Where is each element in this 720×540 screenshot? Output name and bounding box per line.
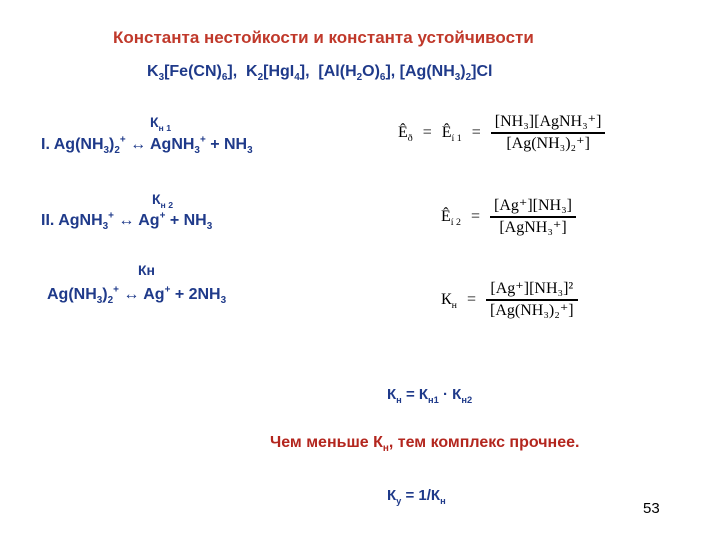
k-label-2: $К_{н 2}$ [152, 191, 174, 210]
numerator: [Ag⁺][NH₃] [494, 197, 572, 214]
fraction-1 [491, 112, 606, 154]
equilibrium-arrow: ↔ [118, 212, 135, 229]
equilibrium-arrow: ↔ [123, 286, 140, 303]
page-title: Константа нестойкости и константа устойчивости [113, 28, 534, 47]
equation-1: $Ê_ð$ = $Ê_{í 1}$ = $\frac{\text{[NH₃][AgNH₃⁺]}}{\text{[Ag(NH₃)₂⁺]}}$ [398, 112, 605, 154]
compounds-line [147, 63, 493, 84]
k-label-1: $К_{н 1}$ [150, 114, 172, 133]
equation-2: $Ê_{í 2}$ = $\frac{\text{[Ag⁺][NH₃]}}{\text{[AgNH₃⁺]}}$ [441, 196, 576, 238]
equation-3: $К_н$ = $\frac{\text{[Ag⁺][NH₃]²}}{\text{[Ag(NH₃)₂⁺]}}$ [441, 279, 578, 321]
compound-3: $[Al(H_2O)_6]$, [318, 63, 396, 84]
conclusion-text: Чем меньше $К_н$, тем комплекс прочнее. [270, 434, 580, 455]
reaction-1: I. $Ag(NH_3)_2^+$ ↔ AgNH$_3$+ + $NH_3$ [41, 134, 253, 157]
denominator: [Ag(NH₃)₂⁺] [506, 134, 590, 152]
equilibrium-arrow: ↔ [130, 136, 147, 153]
relation-formula: $К_н = К_{н1} \cdot К_{н2}$ [387, 386, 473, 405]
compound-1: $K_3[Fe(CN)_6]$, [147, 63, 238, 84]
compound-4: $[Ag(NH_3)_2]Cl$ [399, 63, 493, 84]
reaction-2: II. AgNH$_3$+ ↔ $Ag^+ + NH_3$ [41, 210, 213, 233]
compound-2: $K_2[HgI_4]$, [246, 63, 310, 84]
denominator: [AgNH₃⁺] [499, 218, 567, 236]
fraction-2 [490, 196, 576, 238]
fraction-3 [486, 279, 578, 321]
page-number: 53 [643, 500, 660, 517]
k-label-3: Кн [138, 262, 156, 278]
numerator: [NH₃][AgNH₃⁺] [494, 113, 602, 130]
reaction-3: $Ag(NH_3)_2^+$ ↔ $Ag^+ + 2NH_3$ [47, 284, 227, 307]
stability-constant-formula: $К_у = 1/К_н$ [387, 487, 446, 506]
denominator: [Ag(NH₃)₂⁺] [490, 301, 574, 319]
numerator: [Ag⁺][NH₃]² [490, 280, 574, 297]
